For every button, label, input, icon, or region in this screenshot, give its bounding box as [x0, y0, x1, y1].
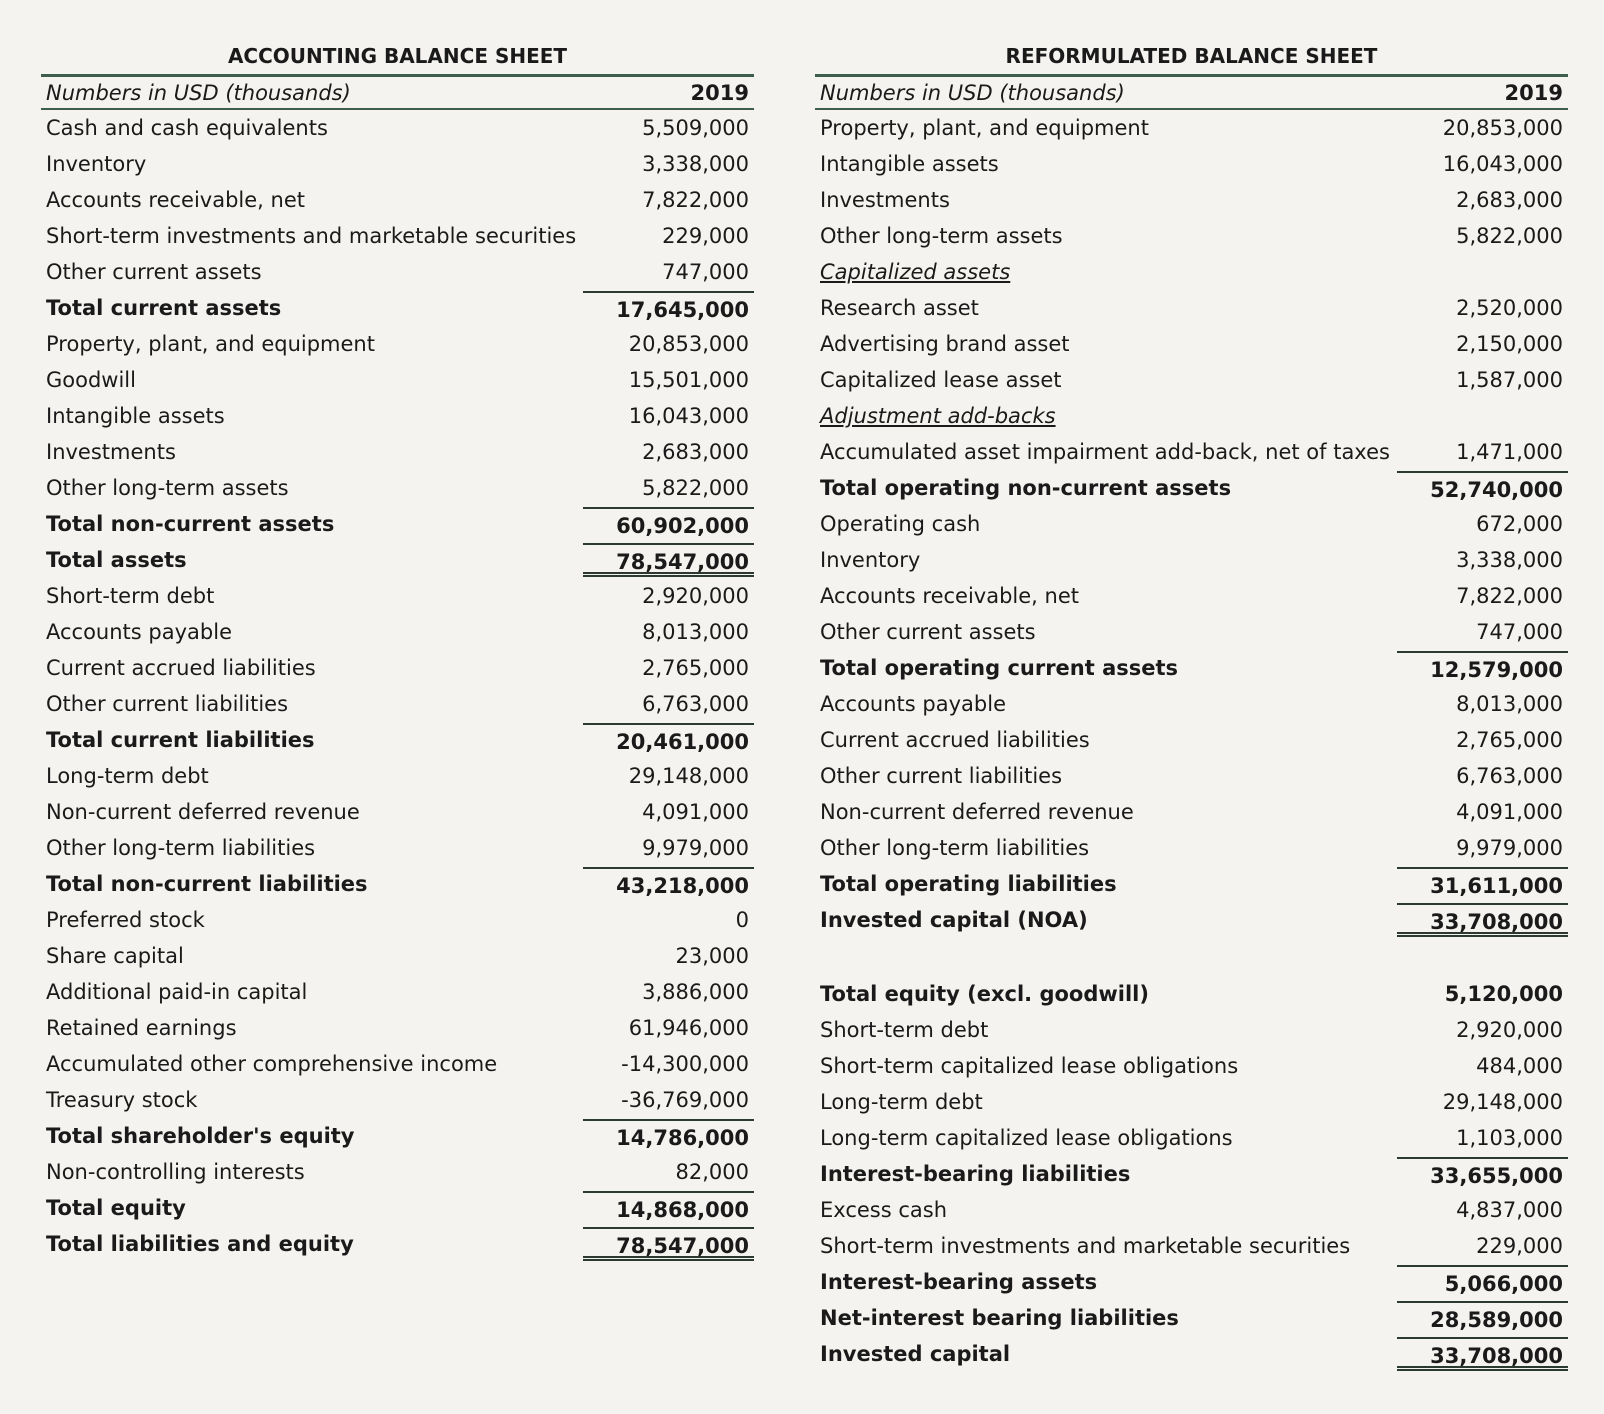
table-row — [815, 1336, 1568, 1372]
row-value: 1,471,000 — [1456, 440, 1563, 464]
row-label: Accounts receivable, net — [46, 188, 305, 212]
row-label: Current accrued liabilities — [820, 728, 1090, 752]
table-row — [815, 146, 1568, 182]
row-value: 17,645,000 — [583, 291, 754, 325]
row-value: 484,000 — [1476, 1054, 1563, 1078]
accounting-balance-sheet — [41, 38, 754, 1262]
row-value: 7,822,000 — [1456, 584, 1563, 608]
row-label: Adjustment add-backs — [820, 404, 1056, 428]
table-row — [815, 1084, 1568, 1120]
row-value: 12,579,000 — [1397, 651, 1568, 685]
row-value: 5,120,000 — [1444, 982, 1563, 1006]
table-row — [815, 1264, 1568, 1300]
table-row — [815, 506, 1568, 542]
row-value: 229,000 — [662, 224, 749, 248]
table-row — [815, 650, 1568, 686]
row-value: 4,837,000 — [1456, 1198, 1563, 1222]
sheet-title: REFORMULATED BALANCE SHEET — [1005, 44, 1378, 68]
row-value: 7,822,000 — [642, 188, 749, 212]
row-label: Other current liabilities — [46, 692, 289, 716]
row-label: Other long-term assets — [46, 476, 289, 500]
row-value: 16,043,000 — [1442, 152, 1563, 176]
row-label: Inventory — [820, 548, 921, 572]
table-row — [815, 578, 1568, 614]
row-value: 2,920,000 — [1456, 1018, 1563, 1042]
row-label: Advertising brand asset — [820, 332, 1070, 356]
row-label: Total shareholder's equity — [46, 1124, 355, 1148]
row-label: Total current assets — [46, 296, 282, 320]
header-row — [815, 74, 1568, 110]
units-label: Numbers in USD (thousands) — [820, 80, 1125, 105]
row-label: Cash and cash equivalents — [46, 116, 328, 140]
table-row — [815, 434, 1568, 470]
row-label: Investments — [820, 188, 950, 212]
row-value: 4,091,000 — [642, 800, 749, 824]
row-value: 2,520,000 — [1456, 296, 1563, 320]
row-value: 6,763,000 — [1456, 764, 1563, 788]
row-value: 672,000 — [1476, 512, 1563, 536]
row-label: Other current assets — [46, 260, 262, 284]
table-row — [41, 1154, 754, 1190]
table-row — [41, 1046, 754, 1082]
table-row — [815, 902, 1568, 938]
row-label: Non-current deferred revenue — [46, 800, 360, 824]
row-list — [815, 110, 1568, 1372]
row-value: 82,000 — [675, 1160, 749, 1184]
row-label: Total equity (excl. goodwill) — [820, 982, 1149, 1006]
row-value: 0 — [735, 908, 749, 932]
row-label: Retained earnings — [46, 1016, 237, 1040]
row-list — [41, 110, 754, 1262]
table-row — [815, 686, 1568, 722]
table-row — [815, 218, 1568, 254]
row-value: 229,000 — [1476, 1234, 1563, 1258]
table-row — [815, 830, 1568, 866]
table-row — [41, 218, 754, 254]
sheet-title: ACCOUNTING BALANCE SHEET — [227, 44, 568, 68]
row-label: Total operating current assets — [820, 656, 1179, 680]
row-label: Short-term capitalized lease obligations — [820, 1054, 1239, 1078]
table-row — [815, 254, 1568, 290]
row-label: Long-term capitalized lease obligations — [820, 1126, 1233, 1150]
table-row — [41, 830, 754, 866]
row-label: Interest-bearing assets — [820, 1270, 1098, 1294]
row-label: Long-term debt — [46, 764, 209, 788]
row-value: 747,000 — [1476, 620, 1563, 644]
row-label: Capitalized assets — [820, 260, 1011, 284]
row-label: Short-term debt — [820, 1018, 989, 1042]
table-row — [41, 146, 754, 182]
table-row — [815, 290, 1568, 326]
row-label: Other current assets — [820, 620, 1036, 644]
table-row — [815, 110, 1568, 146]
row-value: 2,765,000 — [1456, 728, 1563, 752]
row-label: Other long-term liabilities — [46, 836, 316, 860]
table-row — [815, 758, 1568, 794]
row-value: 29,148,000 — [628, 764, 749, 788]
units-label: Numbers in USD (thousands) — [46, 80, 351, 105]
row-label: Treasury stock — [46, 1088, 198, 1112]
table-row — [41, 614, 754, 650]
table-row — [815, 722, 1568, 758]
row-value: -36,769,000 — [621, 1088, 749, 1112]
table-row — [815, 1300, 1568, 1336]
row-value: 14,786,000 — [583, 1119, 754, 1153]
table-row — [815, 1048, 1568, 1084]
row-label: Total operating non-current assets — [820, 476, 1232, 500]
row-label: Intangible assets — [820, 152, 999, 176]
row-value: 33,655,000 — [1397, 1157, 1568, 1191]
year-label: 2019 — [690, 80, 749, 105]
row-value: 1,587,000 — [1456, 368, 1563, 392]
table-row — [41, 650, 754, 686]
header-row — [41, 74, 754, 110]
row-value: 5,066,000 — [1397, 1265, 1568, 1299]
row-label: Short-term debt — [46, 584, 215, 608]
table-row — [815, 1156, 1568, 1192]
row-label: Inventory — [46, 152, 147, 176]
row-label: Other current liabilities — [820, 764, 1063, 788]
table-row — [815, 182, 1568, 218]
row-label: Property, plant, and equipment — [46, 332, 375, 356]
table-row — [41, 398, 754, 434]
table-row — [815, 1120, 1568, 1156]
table-row — [41, 1118, 754, 1154]
table-row — [815, 542, 1568, 578]
row-value: 747,000 — [662, 260, 749, 284]
row-label: Intangible assets — [46, 404, 225, 428]
table-row — [41, 506, 754, 542]
row-value: -14,300,000 — [621, 1052, 749, 1076]
row-value: 9,979,000 — [642, 836, 749, 860]
row-label: Additional paid-in capital — [46, 980, 308, 1004]
row-value: 31,611,000 — [1397, 867, 1568, 901]
table-row — [41, 110, 754, 146]
table-row — [41, 1082, 754, 1118]
table-row — [41, 974, 754, 1010]
row-label: Preferred stock — [46, 908, 205, 932]
table-row — [815, 398, 1568, 434]
table-row — [815, 470, 1568, 506]
row-value: 78,547,000 — [583, 1227, 754, 1261]
table-row — [41, 470, 754, 506]
table-row — [41, 362, 754, 398]
table-row — [41, 794, 754, 830]
row-value: 43,218,000 — [583, 867, 754, 901]
row-label: Other long-term liabilities — [820, 836, 1090, 860]
row-value: 61,946,000 — [628, 1016, 749, 1040]
row-value: 1,103,000 — [1456, 1126, 1563, 1150]
year-label: 2019 — [1504, 80, 1563, 105]
row-label: Accumulated asset impairment add-back, net of taxes — [820, 440, 1390, 464]
row-value: 23,000 — [675, 944, 749, 968]
row-label: Interest-bearing liabilities — [820, 1162, 1131, 1186]
row-label: Total operating liabilities — [820, 872, 1117, 896]
row-value: 29,148,000 — [1442, 1090, 1563, 1114]
row-label: Capitalized lease asset — [820, 368, 1062, 392]
row-label: Accumulated other comprehensive income — [46, 1052, 498, 1076]
row-value: 3,338,000 — [642, 152, 749, 176]
table-row — [815, 362, 1568, 398]
table-row — [41, 434, 754, 470]
table-row — [41, 290, 754, 326]
row-label: Non-controlling interests — [46, 1160, 305, 1184]
row-value: 33,708,000 — [1397, 903, 1568, 937]
row-label: Invested capital (NOA) — [820, 908, 1088, 932]
row-value: 2,765,000 — [642, 656, 749, 680]
row-label: Short-term investments and marketable securities — [820, 1234, 1351, 1258]
table-row — [41, 254, 754, 290]
table-row — [815, 866, 1568, 902]
table-row — [41, 866, 754, 902]
table-row — [41, 326, 754, 362]
row-label: Accounts receivable, net — [820, 584, 1079, 608]
row-value: 14,868,000 — [583, 1191, 754, 1225]
row-label: Invested capital — [820, 1342, 1011, 1366]
row-label: Goodwill — [46, 368, 136, 392]
row-label: Total current liabilities — [46, 728, 315, 752]
table-row — [41, 1190, 754, 1226]
table-row — [815, 1192, 1568, 1228]
row-label: Excess cash — [820, 1198, 948, 1222]
row-value: 16,043,000 — [628, 404, 749, 428]
row-value: 52,740,000 — [1397, 471, 1568, 505]
row-label: Total liabilities and equity — [46, 1232, 354, 1256]
row-label: Accounts payable — [820, 692, 1006, 716]
row-label: Total non-current liabilities — [46, 872, 368, 896]
row-label: Other long-term assets — [820, 224, 1063, 248]
row-label: Total non-current assets — [46, 512, 335, 536]
row-value: 3,338,000 — [1456, 548, 1563, 572]
row-value: 33,708,000 — [1397, 1337, 1568, 1371]
row-label: Non-current deferred revenue — [820, 800, 1134, 824]
row-label: Accounts payable — [46, 620, 232, 644]
row-value: 2,683,000 — [1456, 188, 1563, 212]
row-label: Property, plant, and equipment — [820, 116, 1149, 140]
row-value: 28,589,000 — [1397, 1301, 1568, 1335]
row-label: Total equity — [46, 1196, 186, 1220]
row-value: 9,979,000 — [1456, 836, 1563, 860]
row-value: 2,920,000 — [642, 584, 749, 608]
row-value: 2,683,000 — [642, 440, 749, 464]
row-value: 60,902,000 — [583, 507, 754, 541]
row-value: 8,013,000 — [1456, 692, 1563, 716]
table-row — [41, 686, 754, 722]
row-label: Long-term debt — [820, 1090, 983, 1114]
table-row — [41, 182, 754, 218]
table-row — [41, 938, 754, 974]
table-row — [41, 722, 754, 758]
table-row — [815, 976, 1568, 1012]
row-value: 78,547,000 — [583, 543, 754, 577]
row-value: 6,763,000 — [642, 692, 749, 716]
table-row — [815, 794, 1568, 830]
row-label: Investments — [46, 440, 176, 464]
table-row — [41, 758, 754, 794]
row-value: 8,013,000 — [642, 620, 749, 644]
table-row — [815, 326, 1568, 362]
row-value: 20,853,000 — [628, 332, 749, 356]
row-value: 5,822,000 — [642, 476, 749, 500]
row-label: Current accrued liabilities — [46, 656, 316, 680]
row-value: 5,822,000 — [1456, 224, 1563, 248]
reformulated-balance-sheet — [815, 38, 1568, 1372]
table-row — [41, 542, 754, 578]
row-value: 20,853,000 — [1442, 116, 1563, 140]
table-row — [41, 902, 754, 938]
table-row — [41, 1010, 754, 1046]
table-row — [815, 938, 1568, 976]
row-value: 4,091,000 — [1456, 800, 1563, 824]
table-row — [815, 1228, 1568, 1264]
row-value: 15,501,000 — [628, 368, 749, 392]
row-label: Operating cash — [820, 512, 981, 536]
row-value: 2,150,000 — [1456, 332, 1563, 356]
row-value: 20,461,000 — [583, 723, 754, 757]
row-label: Short-term investments and marketable securities — [46, 224, 577, 248]
table-row — [815, 1012, 1568, 1048]
row-value: 5,509,000 — [642, 116, 749, 140]
row-label: Research asset — [820, 296, 979, 320]
table-row — [41, 578, 754, 614]
row-label: Net-interest bearing liabilities — [820, 1306, 1179, 1330]
row-value: 3,886,000 — [642, 980, 749, 1004]
table-row — [41, 1226, 754, 1262]
row-label: Total assets — [46, 548, 187, 572]
row-label: Share capital — [46, 944, 184, 968]
table-row — [815, 614, 1568, 650]
